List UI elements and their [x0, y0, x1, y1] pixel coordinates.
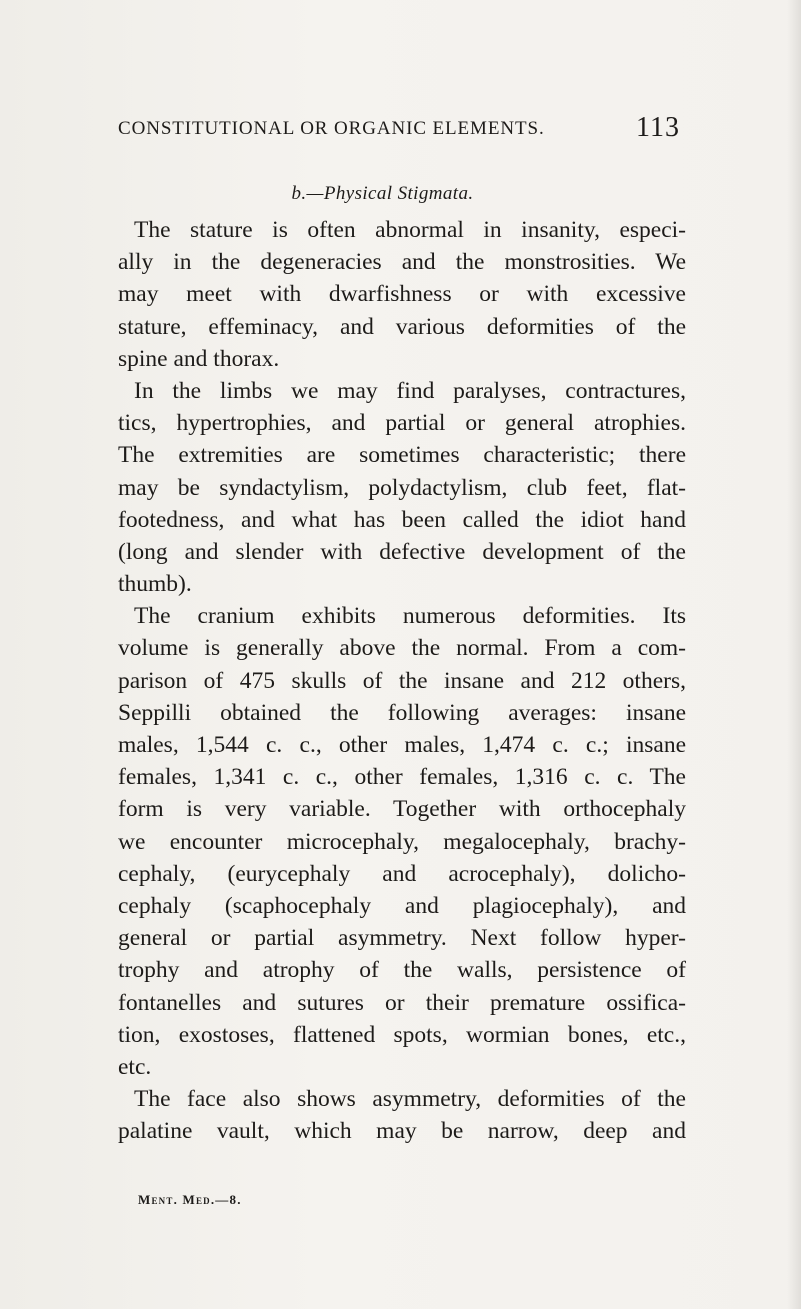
text-line: (long and slender with defective development of the: [118, 538, 686, 565]
text-line: In the limbs we may find paralyses, contractures,: [134, 377, 686, 404]
section-heading: b.—Physical Stigmata.: [291, 183, 474, 204]
text-line: parison of 475 skulls of the insane and 212 others,: [118, 667, 686, 694]
text-line: spine and thorax.: [118, 345, 280, 372]
text-line: The stature is often abnormal in insanity, especi-: [134, 217, 686, 243]
running-head-title: CONSTITUTIONAL OR ORGANIC ELEMENTS.: [118, 118, 545, 139]
text-line: palatine vault, which may be narrow, deep and: [118, 1118, 686, 1145]
text-line: The face also shows asymmetry, deformities of the: [134, 1086, 686, 1113]
text-line: volume is generally above the normal. From a com-: [118, 635, 686, 662]
signature-mark: Ment. Med.—8.: [138, 1192, 242, 1207]
text-line: tics, hypertrophies, and partial or general atrophies.: [118, 410, 686, 437]
text-line: Seppilli obtained the following averages: insane: [118, 699, 686, 726]
text-line: footedness, and what has been called the idiot hand: [118, 506, 686, 533]
text-line: trophy and atrophy of the walls, persistence of: [118, 957, 686, 984]
text-line: may meet with dwarfishness or with excessive: [118, 281, 686, 308]
text-line: may be syndactylism, polydactylism, club feet, flat-: [118, 474, 686, 501]
text-line: stature, effeminacy, and various deformities of the: [118, 313, 686, 340]
text-line: males, 1,544 c. c., other males, 1,474 c. c.; insane: [118, 732, 686, 758]
text-line: we encounter microcephaly, megalocephaly, brachy-: [118, 828, 686, 855]
text-line: females, 1,341 c. c., other females, 1,316 c. c. The: [118, 764, 686, 791]
text-line: cephaly (scaphocephaly and plagiocephaly), and: [118, 892, 686, 919]
text-line: The extremities are sometimes characteristic; there: [118, 442, 686, 469]
page-edge-shadow: [787, 0, 801, 1309]
text-line: etc.: [118, 1053, 152, 1080]
text-line: The cranium exhibits numerous deformities. Its: [134, 603, 686, 630]
text-line: form is very variable. Together with orthocephaly: [118, 796, 686, 823]
text-line: thumb).: [118, 571, 192, 598]
page-number: 113: [636, 112, 680, 143]
text-line: general or partial asymmetry. Next follow hyper-: [118, 925, 686, 952]
text-line: ally in the degeneracies and the monstrosities. We: [118, 249, 686, 276]
text-line: tion, exostoses, flattened spots, wormian bones, etc.,: [118, 1021, 686, 1048]
body-text: [118, 214, 686, 1147]
running-head: [118, 112, 680, 148]
text-line: fontanelles and sutures or their premature ossifica-: [118, 989, 686, 1016]
text-line: cephaly, (eurycephaly and acrocephaly), dolicho-: [118, 860, 686, 887]
